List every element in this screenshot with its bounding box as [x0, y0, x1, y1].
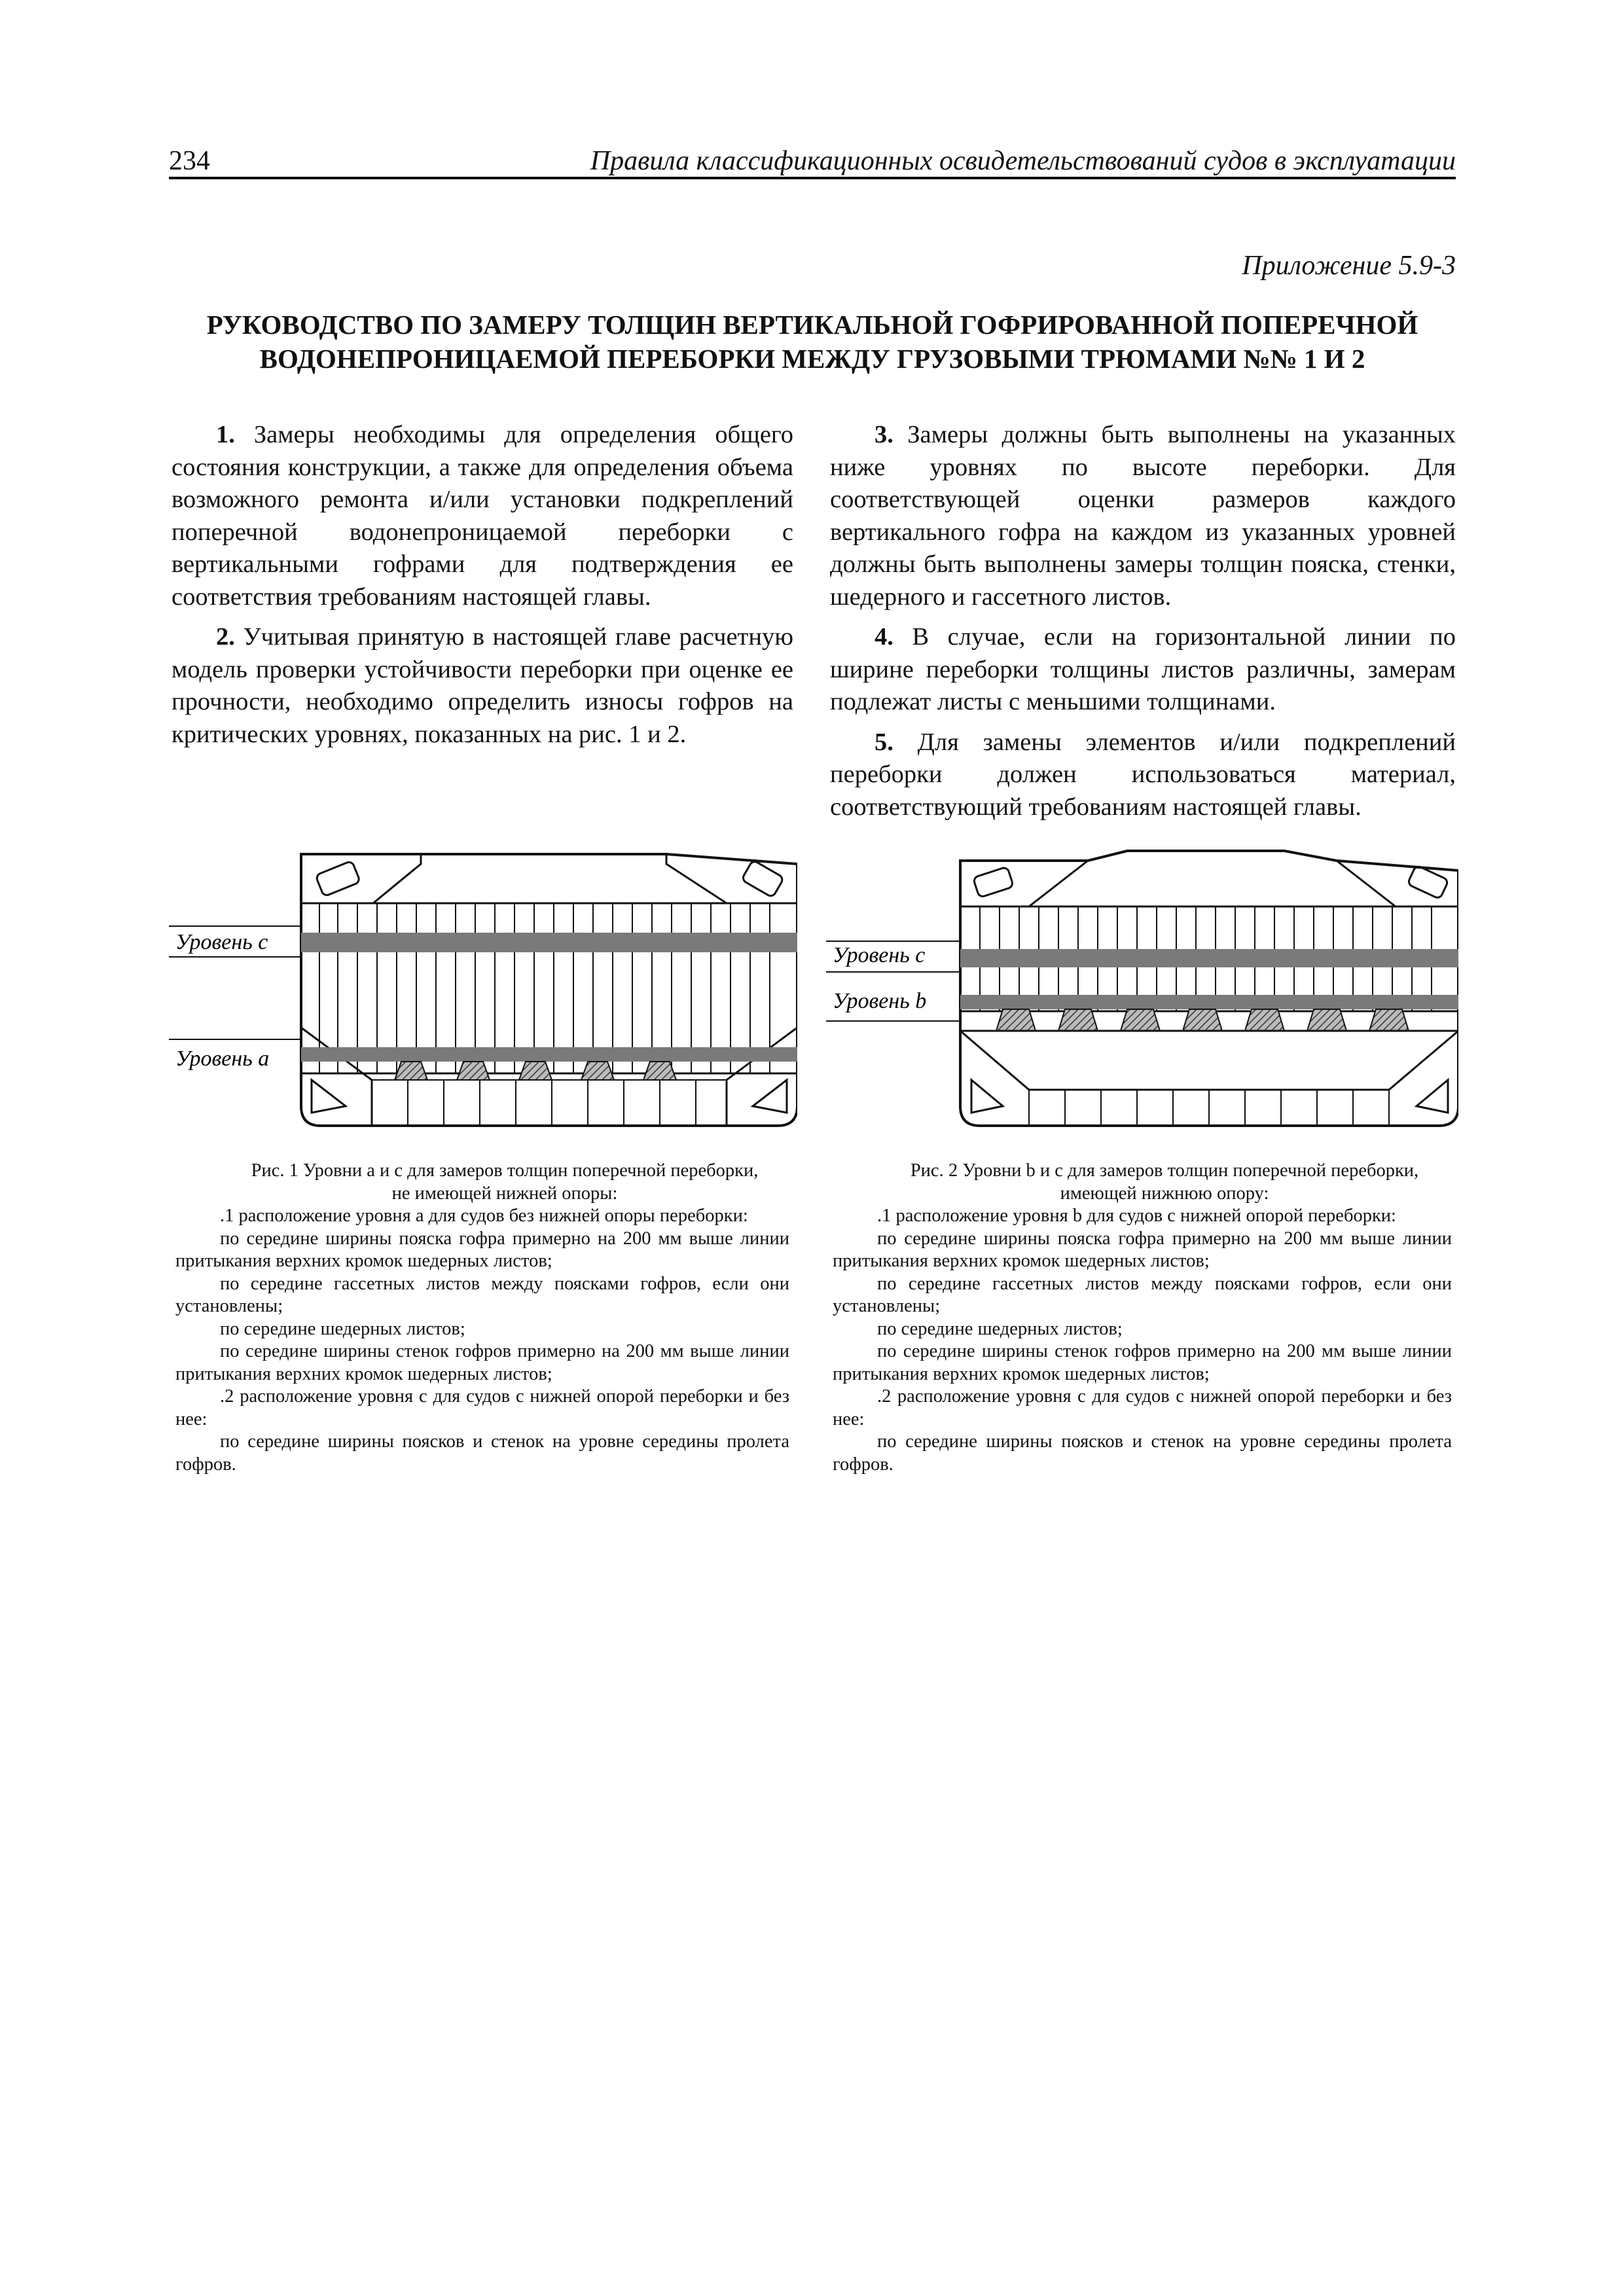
paragraph-4: 4. В случае, если на горизонтальной линии по ширине переборки толщины листов различны, замерам подлежат листы с меньшими толщинами.: [830, 623, 1456, 715]
caption-1-item-1: .1 расположение уровня a для судов без нижней опоры переборки:: [220, 1206, 748, 1226]
caption-1-item-6: .2 расположение уровня c для судов с нижней опорой переборки и без нее:: [175, 1386, 789, 1429]
paragraph-2: 2. Учитывая принятую в настоящей главе расчетную модель проверки устойчивости переборки при оценке ее прочности, необходимо определить износы гофров на критических уровнях, показанных на рис. 1 и 2.: [171, 623, 793, 748]
page-number: 234: [169, 146, 210, 176]
caption-2-item-3: по середине гассетных листов между поясками гофров, если они установлены;: [833, 1273, 1452, 1316]
caption-2-item-7: по середине ширины поясков и стенок на уровне середины пролета гофров.: [833, 1431, 1452, 1475]
caption-2-title-2: имеющей нижнюю опору:: [1060, 1183, 1269, 1204]
figure-2-level-c-label: Уровень c: [833, 943, 926, 967]
caption-2-item-4: по середине шедерных листов;: [877, 1318, 1123, 1339]
level-c-band: [301, 933, 797, 952]
caption-2-title-1: Рис. 2 Уровни b и c для замеров толщин поперечной переборки,: [910, 1160, 1419, 1181]
figure-1-level-c-label: Уровень c: [175, 930, 268, 954]
caption-1-item-7: по середине ширины поясков и стенок на уровне середины пролета гофров.: [175, 1431, 789, 1475]
caption-2-item-6: .2 расположение уровня c для судов с нижней опорой переборки и без нее:: [833, 1386, 1452, 1429]
left-column: [171, 419, 793, 759]
caption-1-title-2: не имеющей нижней опоры:: [391, 1183, 618, 1204]
document-title: [169, 308, 1456, 376]
level-c-band: [960, 949, 1458, 967]
caption-2-item-2: по середине ширины пояска гофра примерно на 200 мм выше линии притыкания верхних кромок шедерных листов;: [833, 1228, 1452, 1271]
figure-1-caption: [175, 1160, 789, 1476]
caption-1-item-3: по середине гассетных листов между поясками гофров, если они установлены;: [175, 1273, 789, 1316]
figure-2-level-b-label: Уровень b: [833, 989, 927, 1013]
figure-1-bulkhead-diagram: [169, 831, 797, 1132]
figure-2-caption: [833, 1160, 1452, 1476]
paragraph-3: 3. Замеры должны быть выполнены на указанных ниже уровнях по высоте переборки. Для соответствующей оценки размеров каждого вертикального гофра на каждом из указанных уровней должны быть выполнены замеры толщин пояска, стенки, шедерного и гассетного листов.: [830, 421, 1456, 611]
header-rule: [169, 177, 1456, 179]
running-title: Правила классификационных освидетельствований судов в эксплуатации: [590, 146, 1456, 176]
caption-1-item-5: по середине ширины стенок гофров примерно на 200 мм выше линии притыкания верхних кромок шедерных листов;: [175, 1341, 789, 1384]
figure-1-level-a-label: Уровень a: [175, 1047, 270, 1071]
right-column: [830, 419, 1456, 831]
paragraph-5: 5. Для замены элементов и/или подкреплений переборки должен использоваться материал, соответствующий требованиям настоящей главы.: [830, 728, 1456, 821]
title-line-1: РУКОВОДСТВО ПО ЗАМЕРУ ТОЛЩИН ВЕРТИКАЛЬНОЙ ГОФРИРОВАННОЙ ПОПЕРЕЧНОЙ: [206, 310, 1418, 340]
caption-2-item-1: .1 расположение уровня b для судов с нижней опорой переборки:: [877, 1206, 1396, 1226]
level-a-band: [301, 1047, 797, 1062]
title-line-2: ВОДОНЕПРОНИЦАЕМОЙ ПЕРЕБОРКИ МЕЖДУ ГРУЗОВЫМИ ТРЮМАМИ №№ 1 И 2: [259, 344, 1365, 374]
caption-1-title-1: Рис. 1 Уровни a и c для замеров толщин поперечной переборки,: [251, 1160, 759, 1181]
appendix-label: Приложение 5.9-3: [1242, 251, 1456, 281]
caption-1-item-4: по середине шедерных листов;: [220, 1318, 465, 1339]
paragraph-1: 1. Замеры необходимы для определения общего состояния конструкции, а также для определения объема возможного ремонта и/или установки подкреплений поперечной водонепроницаемой переборки с вертикальными гофрами для подтверждения ее соответствия требованиям настоящей главы.: [171, 421, 793, 611]
figure-2-bulkhead-diagram: [826, 831, 1458, 1139]
caption-1-item-2: по середине ширины пояска гофра примерно на 200 мм выше линии притыкания верхних кромок шедерных листов;: [175, 1228, 789, 1271]
caption-2-item-5: по середине ширины стенок гофров примерно на 200 мм выше линии притыкания верхних кромок шедерных листов;: [833, 1341, 1452, 1384]
level-b-band: [960, 995, 1458, 1009]
